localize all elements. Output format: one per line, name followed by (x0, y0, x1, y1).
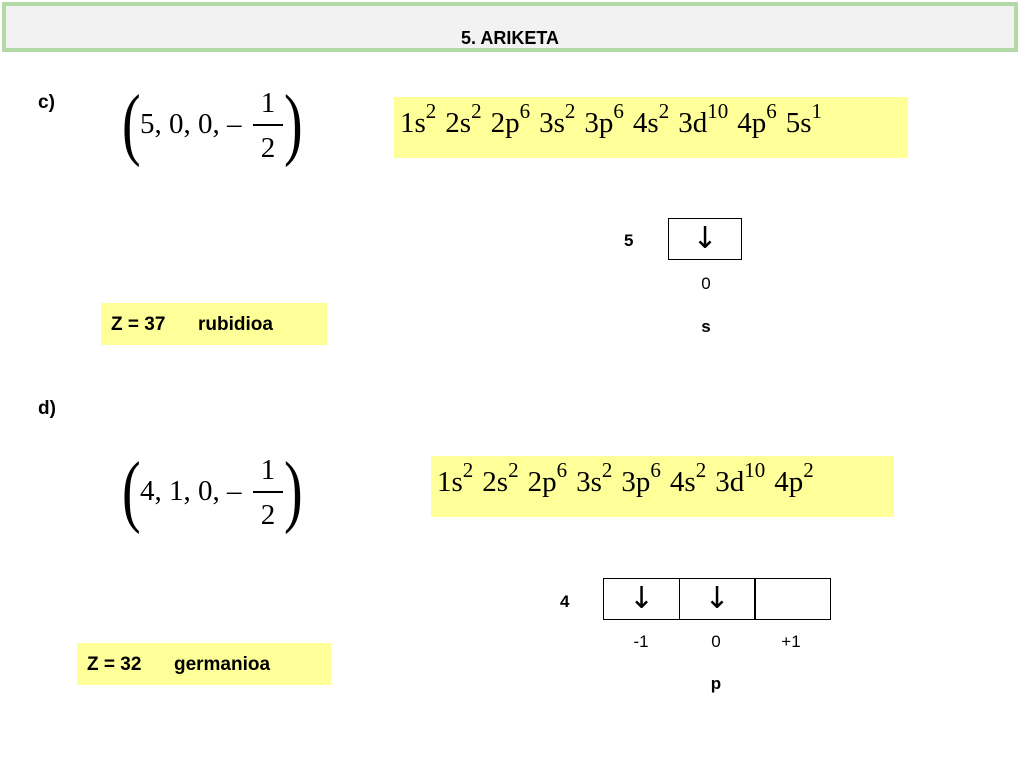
fraction-denominator: 2 (260, 498, 276, 531)
config-term: $4p^6$ (737, 99, 777, 139)
part-d-element (77, 643, 331, 685)
part-d-quantum-numbers (118, 449, 318, 539)
part-c-electron-configuration (394, 97, 908, 158)
orbital-box: ↓ (603, 578, 680, 620)
config-term: $5s^1$ (785, 99, 822, 139)
config-term: $2p^6$ (490, 99, 531, 139)
spin-fraction (253, 82, 283, 168)
fraction-numerator: 1 (260, 87, 276, 119)
ml-label: +1 (781, 632, 801, 651)
orbital-type-label: s (701, 317, 711, 336)
config-term: $1s^2$ (400, 99, 437, 139)
config-term: $3s^2$ (576, 458, 613, 498)
part-d-shell-number: 4 (560, 592, 570, 611)
quantum-values: 4, 1, 0, – (140, 475, 242, 507)
fraction-denominator: 2 (260, 131, 276, 164)
orbital-box: ↓ (679, 578, 756, 620)
config-term: $3p^6$ (584, 99, 624, 139)
ml-label: 0 (701, 274, 711, 293)
open-paren: ( (121, 80, 141, 168)
element-name: germanioa (173, 654, 271, 675)
config-term: $3s^2$ (539, 99, 576, 139)
element-name: rubidioa (197, 314, 273, 335)
part-c-shell-number: 5 (624, 231, 634, 250)
part-d-orbital-boxes (603, 578, 831, 620)
header-banner (2, 2, 1018, 52)
config-term: $3d^{10}$ (678, 99, 729, 139)
orbital-box (754, 578, 831, 620)
quantum-values: 5, 0, 0, – (140, 108, 242, 140)
config-term: $2s^2$ (482, 458, 519, 498)
part-c-orbital-boxes (668, 218, 742, 260)
open-paren: ( (121, 447, 141, 535)
part-c-label: c) (38, 92, 55, 113)
config-term: $4p^2$ (774, 458, 814, 498)
config-term: $2s^2$ (445, 99, 482, 139)
close-paren: ) (283, 80, 303, 168)
atomic-number: Z = 32 (87, 654, 142, 675)
atomic-number: Z = 37 (111, 314, 166, 335)
config-term: $3d^{10}$ (715, 458, 766, 498)
config-term: $2p^6$ (527, 458, 568, 498)
part-d-label: d) (38, 398, 56, 419)
orbital-box: ↓ (668, 218, 742, 260)
spin-fraction (253, 449, 283, 535)
part-c-quantum-numbers (118, 82, 318, 172)
orbital-type-label: p (710, 674, 722, 693)
close-paren: ) (283, 447, 303, 535)
config-term: $1s^2$ (437, 458, 474, 498)
page-title: 5. ARIKETA (460, 28, 559, 48)
ml-label: -1 (633, 632, 649, 651)
config-term: $3p^6$ (621, 458, 661, 498)
part-d-electron-configuration (431, 456, 894, 517)
fraction-numerator: 1 (260, 454, 276, 486)
config-term: $4s^2$ (632, 99, 670, 139)
ml-label: 0 (711, 632, 721, 651)
config-term: $4s^2$ (669, 458, 707, 498)
part-c-element (101, 303, 327, 345)
